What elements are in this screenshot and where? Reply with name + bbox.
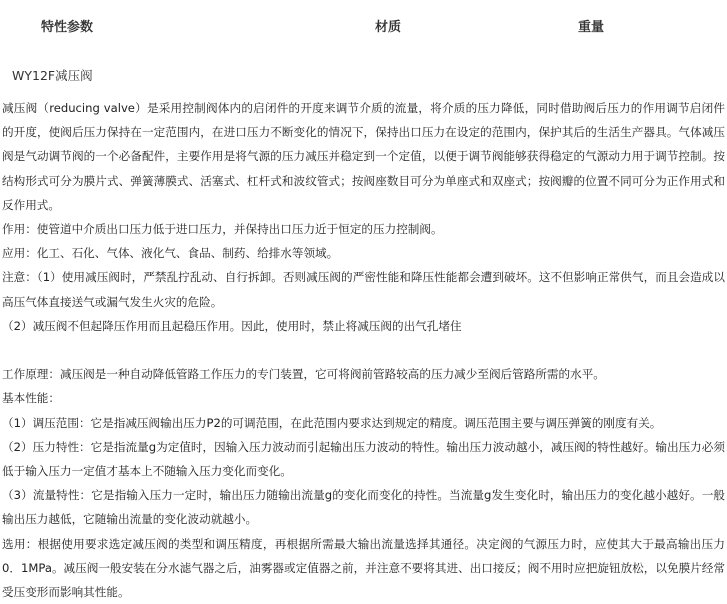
selection-paragraph: 选用：根据使用要求选定减压阀的类型和调压精度，再根据所需最大输出流量选择其通径。决定阀的气源压力时，应使其大于最高输出压力0．1MPa。减压阀一般安装在分水滤气器之后，油雾器或定值器之前，并注意不要将其进、出口接反；阀不用时应把旋钮放松，以免膜片经常受压变形而影响其性能。 <box>2 536 725 600</box>
note-2-paragraph: （2）减压阀不但起降压作用而且起稳压作用。因此，使用时，禁止将减压阀的出气孔堵住 <box>2 318 462 333</box>
product-model-title: WY12F减压阀 <box>12 68 93 83</box>
performance-2-paragraph: （2）压力特性：它是指流量g为定值时，因输入压力波动而引起输出压力波动的特性。输出压力波动越小，减压阀的特性越好。输出压力必须低于输入压力一定值才基本上不随输入压力变化而变化。 <box>2 439 725 479</box>
header-weight: 重量 <box>578 20 605 35</box>
application-paragraph: 应用：化工、石化、气体、液化气、食品、制药、给排水等领域。 <box>2 246 339 261</box>
header-specs: 特性参数 <box>41 20 94 35</box>
product-description <box>2 96 725 604</box>
performance-3-paragraph: （3）流量特性：它是指输入压力一定时，输出压力随输出流量g的变化而变化的持性。当流量g发生变化时，输出压力的变化越小越好。一般输出压力越低，它随输出流量的变化波动就越小。 <box>2 488 725 527</box>
intro-paragraph: 减压阀（reducing valve）是采用控制阀体内的启闭件的开度来调节介质的流量，将介质的压力降低，同时借助阀后压力的作用调节启闭件的开度，使阀后压力保持在一定范围内，在进口压力不断变化的情况下，保持出口压力在设定的范围内，保护其后的生活生产器具。气体减压阀是气动调节阀的一个必备配件，主要作用是将气源的压力减压并稳定到一个定值，以便于调节阀能够获得稳定的气源动力用于调节控制。按结构形式可分为膜片式、弹簧薄膜式、活塞式、杠杆式和波纹管式；按阀座数目可分为单座式和双座式；按阀瓣的位置不同可分为正作用式和反作用式。 <box>2 101 725 212</box>
spec-table-header <box>0 0 727 52</box>
principle-paragraph: 工作原理：减压阀是一种自动降低管路工作压力的专门装置，它可将阀前管路较高的压力减少至阀后管路所需的水平。 <box>2 367 605 382</box>
note-1-paragraph: 注意：（1）使用减压阀时，严禁乱拧乱动、自行拆卸。否则减压阀的严密性能和降压性能都会遭到破坏。这不但影响正常供气，而且会造成以高压气体直接送气或漏气发生火灾的危险。 <box>2 270 725 309</box>
performance-1-paragraph: （1）调压范围：它是指减压阀输出压力P2的可调范围，在此范围内要求达到规定的精度。调压范围主要与调压弹簧的刚度有关。 <box>2 415 662 430</box>
function-paragraph: 作用：使管道中介质出口压力低于进口压力，并保持出口压力近于恒定的压力控制阀。 <box>2 222 443 237</box>
header-material: 材质 <box>375 20 402 35</box>
basic-performance-heading: 基本性能： <box>2 391 60 406</box>
blank-line <box>2 338 725 362</box>
